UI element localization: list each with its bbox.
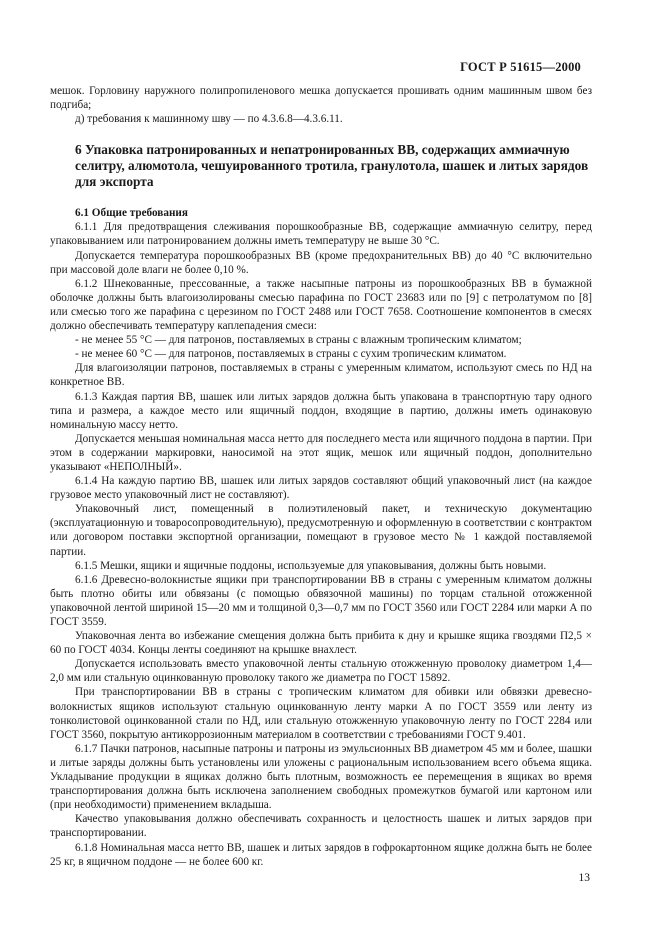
paragraph-6-1-1: 6.1.1 Для предотвращения слеживания порошкообразные ВВ, содержащие аммиачную селитру, перед упаковыванием или патронированием должны иметь температуру не выше 30 °С.: [50, 221, 592, 248]
subsection-title: 6.1 Общие требования: [75, 207, 188, 220]
document-header: ГОСТ Р 51615—2000: [460, 60, 581, 74]
paragraph: При транспортировании ВВ в страны с тропическим климатом для обивки или обвязки древесно-волокнистых ящиков используют стальную оцинкованную ленту марки А по ГОСТ 3559 или ленту из тонколистовой оцинкованной стали по НД, или стальную отожженную упаковочную ленту по ГОСТ 2284 или ГОСТ 3560, покрытую антикоррозионным материалом в соответствии с требованиями ГОСТ 9.401.: [50, 686, 592, 741]
list-item: - не менее 55 °С — для патронов, поставляемых в страны с влажным тропическим климатом;: [75, 334, 522, 347]
page-number: 13: [578, 872, 590, 884]
paragraph: Допускается меньшая номинальная масса нетто для последнего места или ящичного поддона в партии. При этом в содержании маркировки, наносимой на этот ящик, мешок или ящичный поддон, дополнительно указывают «НЕПОЛНЫЙ».: [50, 432, 592, 473]
intro-paragraph: мешок. Горловину наружного полипропиленового мешка допускается прошивать одним машинным швом без подгиба;: [50, 85, 592, 112]
paragraph-6-1-2: 6.1.2 Шнекованные, прессованные, а также насыпные патроны из порошкообразных ВВ в бумажной оболочке должны быть влагоизолированы смесью парафина по ГОСТ 23683 или по [9] с петролатумом по [8] или смесью того же парафина с церезином по ГОСТ 2488 или ГОСТ 7658. Соотношение компонентов в смесях должно обеспечивать температуру каплепадения смеси:: [50, 277, 592, 333]
section-title: 6 Упаковка патронированных и непатронированных ВВ, содержащих аммиачную селитру, алюмотола, чешуированного тротила, гранулотола, шашек и литых зарядов для экспорта: [75, 142, 589, 190]
paragraph: Для влагоизоляции патронов, поставляемых в страны с умеренным климатом, используют смесь по НД на конкретное ВВ.: [50, 362, 592, 389]
document-body: [50, 84, 592, 869]
paragraph-6-1-8: 6.1.8 Номинальная масса нетто ВВ, шашек и литых зарядов в гофрокартонном ящике должна быть не более 25 кг, в ящичном поддоне — не более 600 кг.: [50, 841, 592, 868]
paragraph: Качество упаковывания должно обеспечивать сохранность и целостность шашек и литых зарядов при транспортировании.: [50, 813, 592, 840]
paragraph-6-1-3: 6.1.3 Каждая партия ВВ, шашек или литых зарядов должна быть упакована в транспортную тару одного типа и размера, а каждое место или ящичный поддон, входящие в партию, должны иметь одинаковую номинальную массу нетто.: [50, 390, 592, 431]
paragraph-6-1-5: 6.1.5 Мешки, ящики и ящичные поддоны, используемые для упаковывания, должны быть новыми.: [75, 559, 547, 572]
paragraph: Допускается температура порошкообразных ВВ (кроме предохранительных ВВ) до 40 °С включительно при массовой доле влаги не более 0,10 %.: [50, 249, 592, 276]
list-item: - не менее 60 °С — для патронов, поставляемых в страны с сухим тропическим климатом.: [75, 348, 507, 361]
paragraph: Упаковочный лист, помещенный в полиэтиленовый пакет, и техническую документацию (эксплуатационную и товаросопроводительную), предусмотренную и оформленную в соответствии с контрактом или договором поставки экспортной организации, помещают в грузовое место № 1 каждой поставляемой партии.: [50, 503, 592, 558]
paragraph-6-1-4: 6.1.4 На каждую партию ВВ, шашек или литых зарядов составляют общий упаковочный лист (на каждое грузовое место упаковочный лист не составляют).: [50, 475, 592, 502]
paragraph: Упаковочная лента во избежание смещения должна быть прибита к дну и крышке ящика гвоздями П2,5 × 60 по ГОСТ 4034. Концы ленты соединяют на крышке внахлест.: [50, 630, 592, 657]
paragraph-6-1-7: 6.1.7 Пачки патронов, насыпные патроны и патроны из эмульсионных ВВ диаметром 45 мм и более, шашки и литые заряды должны быть установлены или уложены с рациональным использованием всего объема ящика. Укладывание продукции в ящиках должно быть плотным, возможность ее перемещения в ящиках во время транспортирования должна быть исключена заполнением свободных промежутков бумагой или картоном или (при необходимости) применением вкладыша.: [50, 742, 592, 812]
paragraph: Допускается использовать вместо упаковочной ленты стальную отожженную проволоку диаметром 1,4—2,0 мм или стальную оцинкованную проволоку такого же диаметра по ГОСТ 15892.: [50, 658, 592, 685]
paragraph-6-1-6: 6.1.6 Древесно-волокнистые ящики при транспортировании ВВ в страны с умеренным климатом должны быть плотно обиты или обвязаны (с помощью обвязочной машины) по торцам стальной отожженной упаковочной лентой шириной 15—20 мм и толщиной 0,3—0,7 мм по ГОСТ 3560 или ГОСТ 2284 или марки А по ГОСТ 3559.: [50, 573, 592, 628]
intro-list-item: д) требования к машинному шву — по 4.3.6.8—4.3.6.11.: [75, 113, 343, 126]
